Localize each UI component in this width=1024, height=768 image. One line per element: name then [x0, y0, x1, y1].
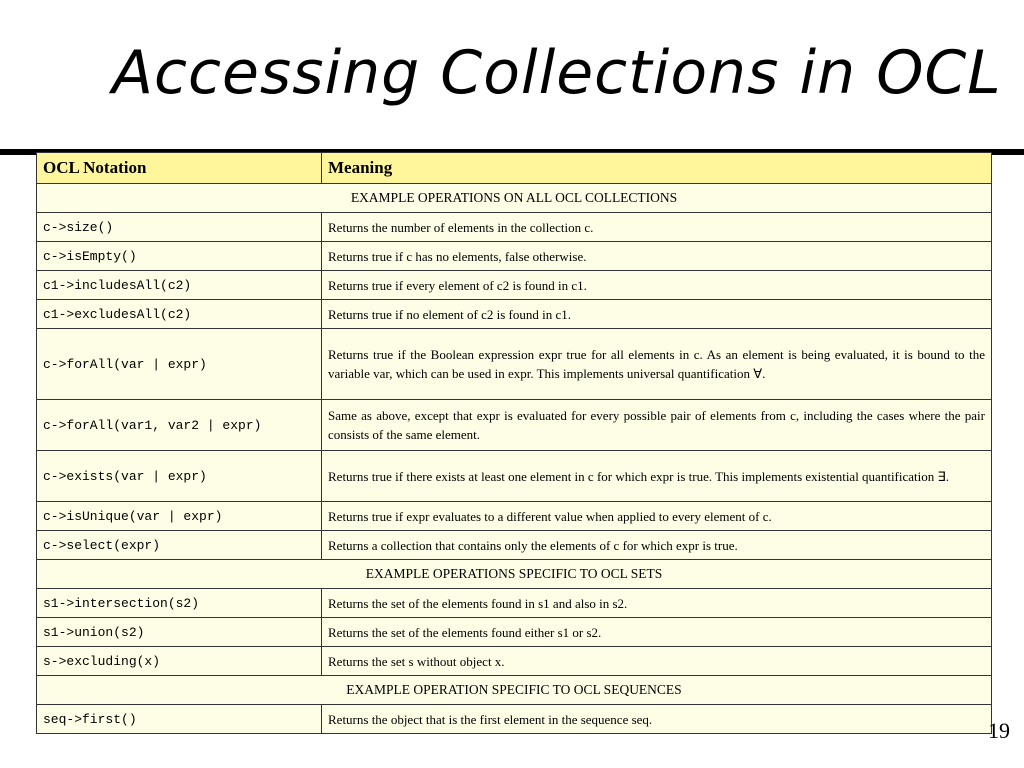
notation-cell: c->forAll(var1, var2 | expr) — [37, 400, 322, 451]
table-row — [37, 531, 992, 560]
notation-cell: c->forAll(var | expr) — [37, 329, 322, 400]
notation-cell: c1->includesAll(c2) — [37, 271, 322, 300]
slide-title: Accessing Collections in OCL — [112, 38, 1002, 108]
meaning-cell: Same as above, except that expr is evaluated for every possible pair of elements from c, including the cases where the pair consists of the same element. — [322, 400, 992, 451]
header-row — [37, 153, 992, 184]
section-row — [37, 184, 992, 213]
section-label-sets: EXAMPLE OPERATIONS SPECIFIC TO OCL SETS — [37, 560, 992, 589]
notation-cell: c->isEmpty() — [37, 242, 322, 271]
table-row — [37, 647, 992, 676]
header-meaning: Meaning — [322, 153, 992, 184]
meaning-cell: Returns true if no element of c2 is found in c1. — [322, 300, 992, 329]
section-row — [37, 560, 992, 589]
table-row — [37, 451, 992, 502]
table-row — [37, 213, 992, 242]
table-row — [37, 300, 992, 329]
meaning-cell: Returns true if expr evaluates to a different value when applied to every element of c. — [322, 502, 992, 531]
meaning-cell: Returns the object that is the first element in the sequence seq. — [322, 705, 992, 734]
section-label-sequences: EXAMPLE OPERATION SPECIFIC TO OCL SEQUENCES — [37, 676, 992, 705]
meaning-cell: Returns the number of elements in the collection c. — [322, 213, 992, 242]
section-row — [37, 676, 992, 705]
table-row — [37, 271, 992, 300]
meaning-cell: Returns a collection that contains only the elements of c for which expr is true. — [322, 531, 992, 560]
meaning-cell: Returns true if there exists at least one element in c for which expr is true. This implements existential quantification ∃. — [322, 451, 992, 502]
table-row — [37, 329, 992, 400]
meaning-cell: Returns true if c has no elements, false otherwise. — [322, 242, 992, 271]
ocl-table-container — [36, 152, 991, 734]
table-row — [37, 705, 992, 734]
table-row — [37, 502, 992, 531]
table-row — [37, 589, 992, 618]
table-row — [37, 618, 992, 647]
notation-cell: s->excluding(x) — [37, 647, 322, 676]
meaning-cell: Returns true if every element of c2 is found in c1. — [322, 271, 992, 300]
table-row — [37, 242, 992, 271]
section-label-collections: EXAMPLE OPERATIONS ON ALL OCL COLLECTIONS — [37, 184, 992, 213]
notation-cell: s1->union(s2) — [37, 618, 322, 647]
meaning-cell: Returns the set of the elements found in s1 and also in s2. — [322, 589, 992, 618]
meaning-cell: Returns true if the Boolean expression expr true for all elements in c. As an element is being evaluated, it is bound to the variable var, which can be used in expr. This implements universal quantification ∀. — [322, 329, 992, 400]
header-notation: OCL Notation — [37, 153, 322, 184]
page-number: 19 — [988, 718, 1010, 743]
notation-cell: c->isUnique(var | expr) — [37, 502, 322, 531]
notation-cell: c->select(expr) — [37, 531, 322, 560]
notation-cell: c->size() — [37, 213, 322, 242]
notation-cell: c1->excludesAll(c2) — [37, 300, 322, 329]
notation-cell: c->exists(var | expr) — [37, 451, 322, 502]
meaning-cell: Returns the set of the elements found either s1 or s2. — [322, 618, 992, 647]
notation-cell: s1->intersection(s2) — [37, 589, 322, 618]
notation-cell: seq->first() — [37, 705, 322, 734]
meaning-cell: Returns the set s without object x. — [322, 647, 992, 676]
ocl-table — [36, 152, 992, 734]
table-row — [37, 400, 992, 451]
